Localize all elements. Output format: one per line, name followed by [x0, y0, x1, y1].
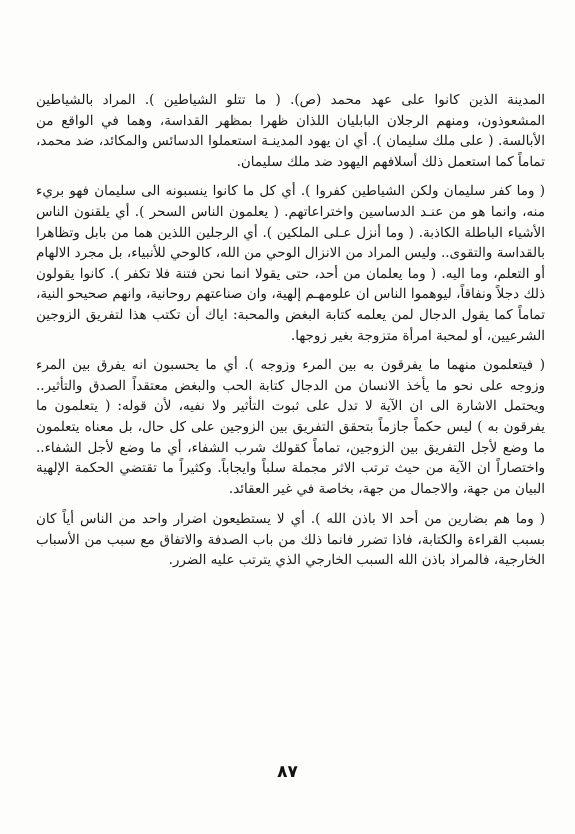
page-number: ٨٧ [277, 762, 298, 782]
paragraph-3: ( فيتعلمون منهما ما يفرقون به بين المرء وزوجه ). أي ما يحسبون انه يفرق بين المرء وزوجه على نحو ما يأخذ الانسان من الدجال كتابة الحب والبغض معتقداً الصدق والتأثير.. ويحتمل الاشارة الى ان الآية لا تدل على ثبوت التأثير ولا نفيه، لأن قوله: ( يتعلمون ما يفرقون به ) ليس حكماً جازماً بتحقق التفريق بين الزوجين على كل حال، بل معناه يتعلمون ما وضع لأجل التفريق بين الزوجين، تماماً كقولك شرب الشفاء، أي ما وضع لأجل الشفاء.. واختصاراً ان الآية من حيث ترتب الاثر مجملة سلباً وايجاباً. وكثيراً ما تقتضي الحكمة الإلهية البيان من جهة، والاجمال من جهة، بخاصة في غير العقائد. [36, 357, 545, 497]
paragraph-4: ( وما هم بضارين من أحد الا باذن الله ). أي لا يستطيعون اضرار واحد من الناس أياً كان بسبب القراءة والكتابة، فاذا تضرر فانما ذلك من باب الصدفة والاتفاق مع سبب من الأسباب الخارجية، فالمراد باذن الله السبب الخارجي الذي يترتب عليه الضرر. [36, 511, 545, 569]
paragraph-2: ( وما كفر سليمان ولكن الشياطين كفروا ). أي كل ما كانوا ينسبونه الى سليمان فهو بريء منه، وانما هو من عنـد الدساسين واختراعاتهم. ( يعلمون الناس السحر ). أي يلقنون الناس الأشياء الباطلة الكاذبة. ( وما أنزل عـلى الملكين ). أي الرجلين اللذين هما من بابل وتظاهرا بالقداسة والتقوى.. وليس المراد من الانزال الوحي من الله، كالوحي للأنبياء، بل مجرد الالهام أو التعلم، وما اليه. ( وما يعلمان من أحد، حتى يقولا انما نحن فتنة فلا تكفر ). كانوا يقولون ذلك دجلاً ونفاقاً، ليوهموا الناس ان علومهـم إلهية، وان صناعتهم روحانية، وانهم صحيحو النية، تماماً كما يقول الدجال لمن يعلمه كتابة البغض والمحبة: اياك أن تكتب هذا لتفريق الزوجين الشرعيين، أو لمحبة امرأة متزوجة بغير زوجها. [36, 183, 545, 344]
body-text [36, 90, 545, 571]
paragraph-1: المدينة الذين كانوا على عهد محمد (ص). ( ما تتلو الشياطين ). المراد بالشياطين المشعوذون، ومنهم الرجلان البابليان اللذان ظهرا بمظهر القداسة، وهما في الواقع من الأبالسة. ( على ملك سليمان ). أي ان يهود المدينـة استعملوا الدسائس والمكائد، ضد محمد، تماماً كما استعمل ذلك أسلافهم اليهود ضد ملك سليمان. [36, 92, 545, 170]
